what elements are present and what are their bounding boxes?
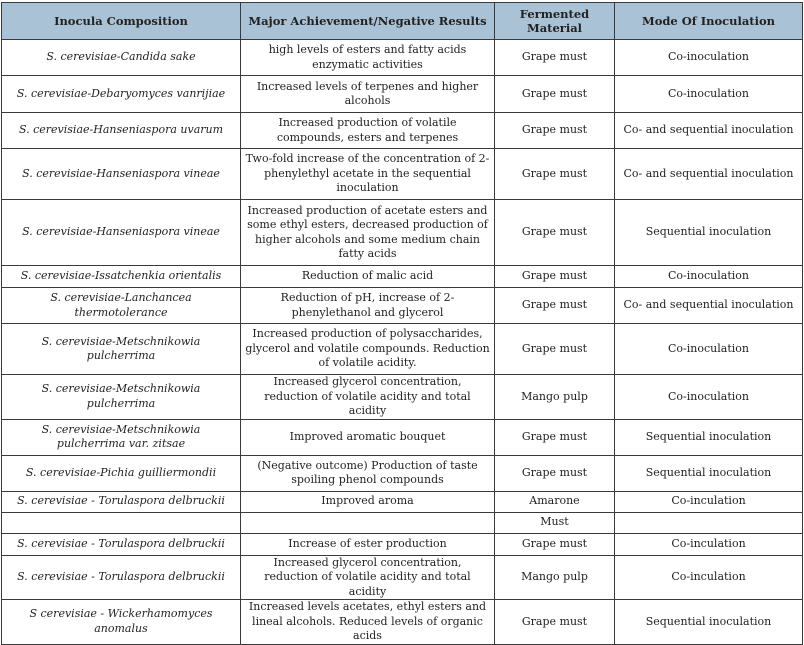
result-cell: Increased production of polysaccharides, glycerol and volatile compounds. Reduction of volatile acidity. (241, 324, 495, 375)
result-cell: Reduction of malic acid (241, 266, 495, 288)
inocula-cell: S. cerevisiae - Torulaspora delbruckii (2, 555, 241, 600)
mode-cell: Sequential inoculation (615, 419, 803, 455)
mode-cell: Co-inoculation (615, 324, 803, 375)
inocula-cell: S. cerevisiae-Hanseniaspora vineae (2, 149, 241, 200)
table-row (2, 512, 803, 533)
material-cell: Grape must (495, 40, 615, 76)
inocula-table (1, 2, 803, 645)
mode-cell: Co-inculation (615, 491, 803, 512)
table-row (2, 419, 803, 455)
mode-cell: Sequential inoculation (615, 600, 803, 645)
inocula-cell: S. cerevisiae-Metschnikowia pulcherrima (2, 375, 241, 420)
mode-cell (615, 512, 803, 533)
inocula-cell: S. cerevisiae-Issatchenkia orientalis (2, 266, 241, 288)
header-major-achievement: Major Achievement/Negative Results (241, 3, 495, 40)
mode-cell: Co- and sequential inoculation (615, 288, 803, 324)
inocula-cell: S. cerevisiae-Hanseniaspora uvarum (2, 113, 241, 149)
inocula-cell: S. cerevisiae-Metschnikowia pulcherrima var. zitsae (2, 419, 241, 455)
mode-cell: Co-inoculation (615, 266, 803, 288)
result-cell: Improved aromatic bouquet (241, 419, 495, 455)
material-cell: Grape must (495, 288, 615, 324)
mode-cell: Co-inculation (615, 533, 803, 555)
table-row (2, 288, 803, 324)
table-row (2, 149, 803, 200)
mode-cell: Sequential inoculation (615, 455, 803, 491)
table-body (2, 40, 803, 645)
result-cell: Increased production of volatile compounds, esters and terpenes (241, 113, 495, 149)
inocula-cell: S. cerevisiae-Hanseniaspora vineae (2, 200, 241, 266)
result-cell (241, 512, 495, 533)
inocula-cell (2, 512, 241, 533)
material-cell: Grape must (495, 200, 615, 266)
result-cell: Two-fold increase of the concentration of 2-phenylethyl acetate in the sequential inoculation (241, 149, 495, 200)
material-cell: Mango pulp (495, 375, 615, 420)
table-row (2, 266, 803, 288)
header-inocula-composition: Inocula Composition (2, 3, 241, 40)
header-fermented-material: Fermented Material (495, 3, 615, 40)
mode-cell: Co-inculation (615, 555, 803, 600)
result-cell: Reduction of pH, increase of 2-phenylethanol and glycerol (241, 288, 495, 324)
mode-cell: Co- and sequential inoculation (615, 149, 803, 200)
material-cell: Mango pulp (495, 555, 615, 600)
result-cell: Increased production of acetate esters and some ethyl esters, decreased production of higher alcohols and some medium chain fatty acids (241, 200, 495, 266)
table-row (2, 40, 803, 76)
material-cell: Grape must (495, 113, 615, 149)
inocula-cell: S. cerevisiae-Candida sake (2, 40, 241, 76)
inocula-cell: S. cerevisiae - Torulaspora delbruckii (2, 533, 241, 555)
material-cell: Grape must (495, 600, 615, 645)
material-cell: Amarone (495, 491, 615, 512)
material-cell: Grape must (495, 324, 615, 375)
table-row (2, 113, 803, 149)
table-row (2, 455, 803, 491)
table-row (2, 76, 803, 113)
inocula-cell: S. cerevisiae-Lanchancea thermotolerance (2, 288, 241, 324)
result-cell: (Negative outcome) Production of taste spoiling phenol compounds (241, 455, 495, 491)
result-cell: Increased levels acetates, ethyl esters and lineal alcohols. Reduced levels of organic acids (241, 600, 495, 645)
inocula-cell: S. cerevisiae-Metschnikowia pulcherrima (2, 324, 241, 375)
mode-cell: Co-inoculation (615, 375, 803, 420)
inocula-cell: S. cerevisiae-Debaryomyces vanrijiae (2, 76, 241, 113)
material-cell: Grape must (495, 533, 615, 555)
header-mode-of-inoculation: Mode Of Inoculation (615, 3, 803, 40)
mode-cell: Co- and sequential inoculation (615, 113, 803, 149)
result-cell: Increase of ester production (241, 533, 495, 555)
mode-cell: Co-inoculation (615, 76, 803, 113)
table-row (2, 200, 803, 266)
material-cell: Grape must (495, 455, 615, 491)
result-cell: Increased levels of terpenes and higher alcohols (241, 76, 495, 113)
mode-cell: Sequential inoculation (615, 200, 803, 266)
result-cell: Improved aroma (241, 491, 495, 512)
table-row (2, 491, 803, 512)
material-cell: Grape must (495, 419, 615, 455)
table-row (2, 324, 803, 375)
table-row (2, 533, 803, 555)
inocula-cell: S cerevisiae - Wickerhamomyces anomalus (2, 600, 241, 645)
result-cell: Increased glycerol concentration, reduction of volatile acidity and total acidity (241, 555, 495, 600)
inocula-cell: S. cerevisiae-Pichia guilliermondii (2, 455, 241, 491)
table-row (2, 555, 803, 600)
material-cell: Grape must (495, 149, 615, 200)
material-cell: Grape must (495, 76, 615, 113)
material-cell: Must (495, 512, 615, 533)
result-cell: high levels of esters and fatty acids enzymatic activities (241, 40, 495, 76)
header-row (2, 3, 803, 40)
result-cell: Increased glycerol concentration, reduction of volatile acidity and total acidity (241, 375, 495, 420)
mode-cell: Co-inoculation (615, 40, 803, 76)
table-header (2, 3, 803, 40)
inocula-cell: S. cerevisiae - Torulaspora delbruckii (2, 491, 241, 512)
material-cell: Grape must (495, 266, 615, 288)
table-row (2, 375, 803, 420)
